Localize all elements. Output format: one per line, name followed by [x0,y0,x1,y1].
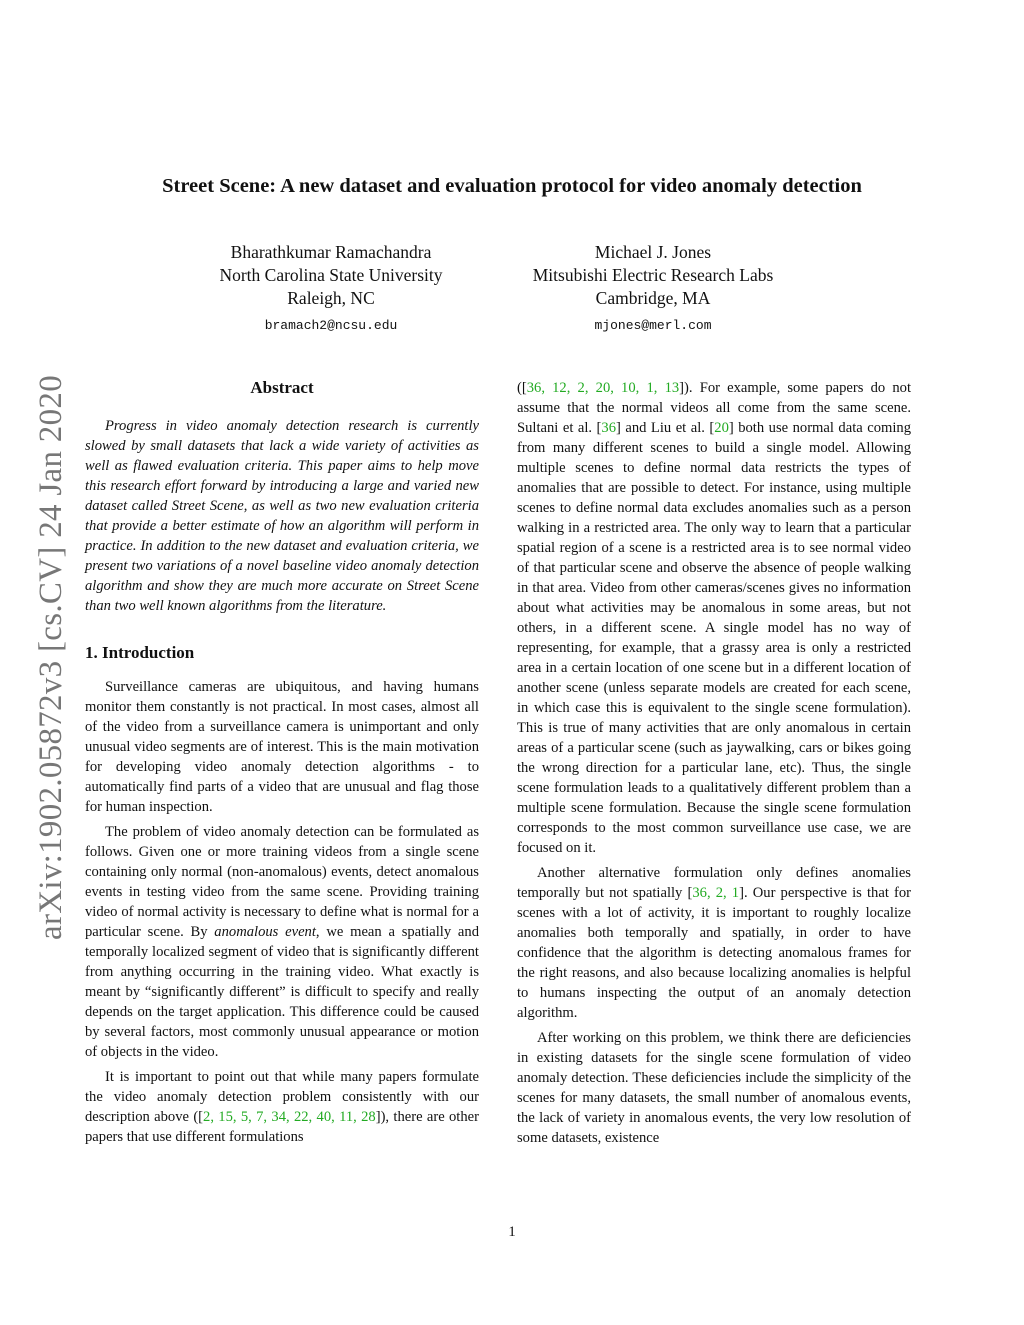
author-name: Bharathkumar Ramachandra [230,242,432,262]
intro-paragraph-5: After working on this problem, we think there are deficiencies in existing datasets for the single scene formulation of video anomaly detection. These deficiencies include the simplicity of the scenes for many datasets, the small number of anomalous events, the lack of variety in anomalous events, the very low resolution of some datasets, existence [517,1030,911,1146]
author-location: Raleigh, NC [287,288,375,308]
author-name: Michael J. Jones [594,242,712,262]
abstract-heading: Abstract [250,378,314,397]
arxiv-stamp: arXiv:1902.05872v3 [cs.CV] 24 Jan 2020 [33,374,69,940]
citation-links[interactable]: 36, 2, 1 [692,885,740,901]
citation-links[interactable]: 36, 12, 2, 20, 10, 1, 13 [526,380,680,396]
page-number: 1 [508,1224,516,1240]
section-heading-introduction: 1. Introduction [85,643,195,662]
citation-link[interactable]: 20 [714,420,729,436]
author-block-2 [502,241,804,337]
author-location: Cambridge, MA [595,288,711,308]
citation-link[interactable]: 36 [601,420,617,436]
paper-title: Street Scene: A new dataset and evaluation protocol for video anomaly detection [162,175,862,197]
intro-paragraph-2: The problem of video anomaly detection can be formulated as follows. Given one or more training videos from a single scene containing only normal (non-anomalous) events, detect anomalous events in testing video from the same scene. Providing training video of normal activity is necessary to define what is normal for a particular scene. By anomalous event, we mean a spatially and temporally localized segment of video that is significantly different from anything occurring in the training video. What exactly is meant by “significantly different” is difficult to specify and really depends on the target application. This difference could be caused by several factors, most commonly unusual appearance or motion of objects in the video. [85,824,479,1060]
author-affiliation: North Carolina State University [219,265,443,285]
left-column [85,378,479,1152]
author-block-1 [180,241,482,337]
intro-paragraph-3: It is important to point out that while many papers formulate the video anomaly detection problem consistently with our description above ([2, 15, 5, 7, 34, 22, 40, 11, 28]), there are other papers that use different formulations [85,1069,479,1145]
author-email[interactable]: bramach2@ncsu.edu [264,318,398,333]
intro-paragraph-3-cont: ([36, 12, 2, 20, 10, 1, 13]). For example, some papers do not assume that the normal videos all come from the same scene. Sultani et al. [36] and Liu et al. [20] both use normal data coming from many different scenes to build a single model. Allowing multiple scenes to define normal data restricts the types of anomalies that are possible to detect. For instance, using multiple scenes to define normal data excludes anomalies such as a person walking in a restricted area. The only way to learn that a particular spatial region of a scene is a restricted area is to see normal video of that particular scene and observe the absence of people walking in that area. Video from other cameras/scenes gives no information about what activities may be anomalous in some areas, but not others, in a different scene. A single model has no way of representing, for example, that a grassy area is only a restricted area in a certain location of one scene but in a different location of another scene (unless separate models are created for each scene, in which case this is equivalent to the single scene formulation). This is true of many activities that are only anomalous in certain areas of a particular scene (such as jaywalking, cars or bikes going the wrong direction for a particular lane, etc). Thus, the single scene formulation leads to a qualitatively different problem than a multiple scene formulation. Because the single scene formulation corresponds to the most common surveillance use case, we are focused on it. [517,380,912,856]
abstract-text: Progress in video anomaly detection research is currently slowed by small datasets that lack a wide variety of activities as well as flawed evaluation criteria. This paper aims to help move this research effort forward by introducing a large and varied new dataset called Street Scene, as well as two new evaluation criteria that provide a better estimate of how an algorithm will perform in practice. In addition to the new dataset and evaluation criteria, we present two variations of a novel baseline video anomaly detection algorithm and show they are much more accurate on Street Scene than two well known algorithms from the literature. [85,418,479,614]
term-anomalous-event: anomalous event [214,924,316,940]
intro-paragraph-4: Another alternative formulation only defines anomalies temporally but not spatially [36, 2, 1]. Our perspective is that for scenes with a lot of activity, it is important to roughly localize anomalies both temporally and spatially, in order to have confidence that the algorithm is detecting anomalous frames for the right reasons, and also because localizing anomalies is helpful to humans inspecting the output of an anomaly detection algorithm. [517,865,912,1021]
author-affiliation: Mitsubishi Electric Research Labs [532,265,774,285]
citation-links[interactable]: 2, 15, 5, 7, 34, 22, 40, 11, 28 [203,1109,376,1125]
intro-paragraph-1: Surveillance cameras are ubiquitous, and having humans monitor them constantly is not practical. In most cases, almost all of the video from a surveillance camera is unimportant and only unusual video segments are of interest. This is the main motivation for developing video anomaly detection algorithms - to automatically find parts of a video that are unusual and flag those for human inspection. [85,679,479,815]
right-column [517,378,911,1153]
author-email[interactable]: mjones@merl.com [594,318,712,333]
